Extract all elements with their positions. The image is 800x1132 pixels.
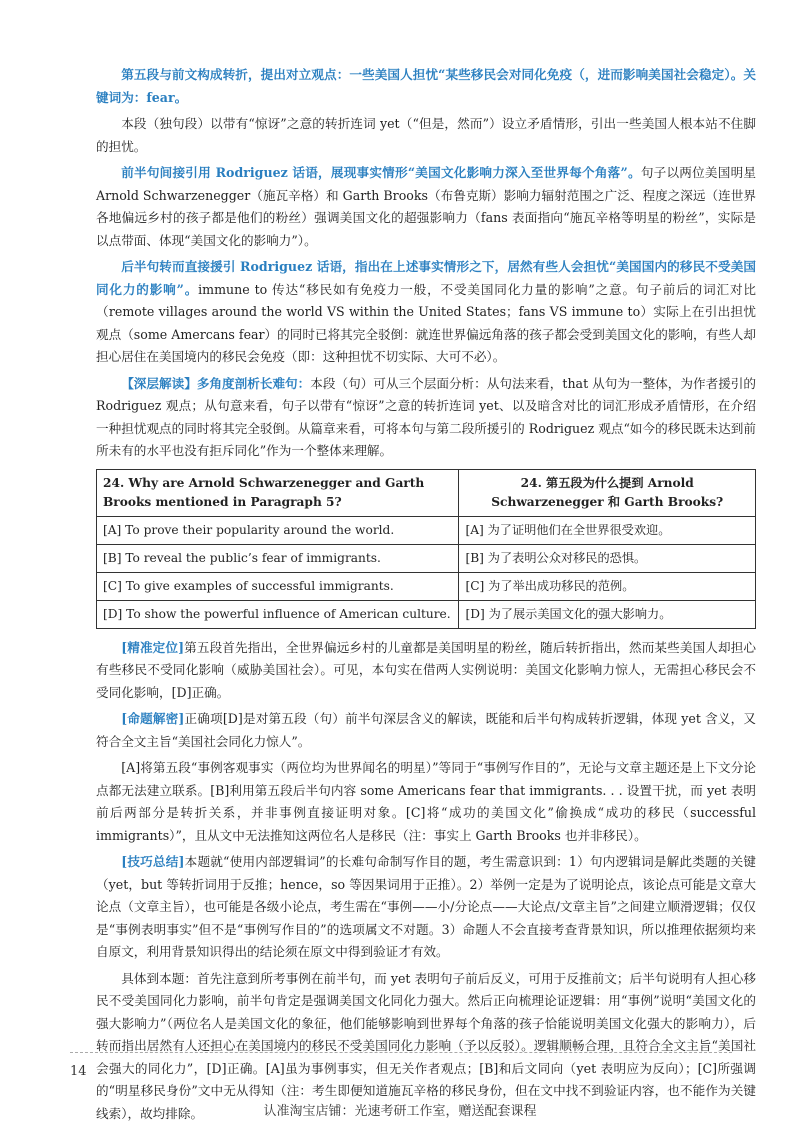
first-half-body: 句子以两位美国明星 Arnold Schwarzenegger（施瓦辛格）和 Garth Brooks（布鲁克斯）影响力辐射范围之广泛、程度之深远（连世界各地偏远乡村的孩子都是他们的粉丝）强调美国文化的超强影响力（fans 表面指向“施瓦辛格等明星的粉丝”，实际是以点带面、体现“美国文化的影响力”）。 [96, 165, 757, 248]
footer-note: 认准淘宝店铺：光速考研工作室，赠送配套课程 [263, 1104, 537, 1119]
option-b-en: [B] To reveal the public’s fear of immigrants. [97, 544, 459, 572]
option-row-c [97, 572, 756, 600]
option-a-en: [A] To prove their popularity around the world. [97, 516, 459, 544]
decode-tag: [命题解密] [121, 711, 185, 726]
first-half-paragraph [96, 162, 756, 252]
option-d-zh: [D] 为了展示美国文化的强大影响力。 [459, 600, 756, 628]
locate-tag: [精准定位] [121, 639, 185, 655]
second-half-heading: 后半句转而直接援引 Rodriguez 话语，指出在上述事实情形之下，居然有些人会担忧“美国国内的移民不受美国同化力的影响”。 [96, 259, 756, 297]
page-content [96, 64, 756, 1129]
locate-body: 第五段首先指出，全世界偏远乡村的儿童都是美国明星的粉丝，随后转折指出，然而某些美国人却担心有些移民不受同化影响（威胁美国社会）。可见，本句实在借两人实例说明：美国文化影响力惊人，无需担心移民会不受同化影响，[D]正确。 [96, 639, 756, 700]
question-table [96, 469, 756, 629]
option-row-b [97, 544, 756, 572]
footer-divider [70, 1052, 732, 1053]
option-row-a [97, 516, 756, 544]
first-half-heading: 前半句间接引用 Rodriguez 话语，展现事实情形“美国文化影响力深入至世界每个角落”。 [121, 165, 641, 180]
deep-reading-paragraph [96, 373, 756, 463]
decode-paragraph [96, 708, 756, 753]
decode-body: 正确项[D]是对第五段（句）前半句深层含义的解读，既能和后半句构成转折逻辑，体现 yet 含义，又符合全文主旨“美国社会同化力惊人”。 [96, 711, 756, 749]
options-analysis: [A]将第五段“事例客观事实（两位均为世界闻名的明星）”等同于“事例写作目的”，无论与文章主题还是上下文分论点都无法建立联系。[B]利用第五段后半句内容 some Americans fear that immigrants. . . 设置干扰，而 yet 表明前后两部分是转折关系，并非事例直接证明对象。[C]将“成功的美国文化”偷换成“成功的移民（successful immigrants）”，且从文中无法推知这两位名人是移民（注：事实上 Garth Brooks 也并非移民）。 [96, 760, 756, 843]
intro-body: 本段（独句段）以带有“惊讶”之意的转折连词 yet（“但是，然而”）设立矛盾情形，引出一些美国人根本站不住脚的担忧。 [96, 116, 756, 154]
tips-body: 本题就“使用内部逻辑词”的长难句命制写作目的题，考生需意识到：1）句内逻辑词是解此类题的关键（yet，but 等转折词用于反推；hence，so 等因果词用于正推）。2）举例一定是为了说明论点，该论点可能是文章大论点（文章主旨），也可能是各级小论点，考生需在“事例——小/分论点——大论点/文章主旨”之间建立顺滑逻辑；仅仅是“事例表明事实”但不是“事例写作目的”的选项属文不对题。3）命题人不会直接考查背景知识，所以推理依据须均来自原文，利用背景知识得出的结论须在原文中得到验证才有效。 [96, 854, 757, 959]
option-c-en: [C] To give examples of successful immigrants. [97, 572, 459, 600]
locate-paragraph [96, 637, 756, 705]
question-title-row [97, 469, 756, 516]
option-c-zh: [C] 为了举出成功移民的范例。 [459, 572, 756, 600]
option-a-zh: [A] 为了证明他们在全世界很受欢迎。 [459, 516, 756, 544]
option-d-en: [D] To show the powerful influence of American culture. [97, 600, 459, 628]
second-half-body: immune to 传达“移民如有免疫力一般，不受美国同化力量的影响”之意。句子前后的词汇对比（remote villages around the world VS within the United States；fans VS immune to）实际上在引出担忧观点（some Amercans fear）的同时已将其完全驳倒：就连世界偏远角落的孩子都会受到美国文化的影响，有些人却担心居住在美国境内的移民会免疫（即：这种担忧不切实际、大可不必）。 [96, 281, 756, 364]
option-b-zh: [B] 为了表明公众对移民的恐惧。 [459, 544, 756, 572]
deep-reading-body: 本段（句）可从三个层面分析：从句法来看，that 从句为一整体，为作者援引的 Rodriguez 观点；从句意来看，句子以带有“惊讶”之意的转折连词 yet、以及暗含对比的词汇形成矛盾情形，在介绍一种担忧观点的同时将其完全驳倒。从篇章来看，可将本句与第二段所援引的 Rodriguez 观点“如今的移民既未达到前所未有的水平也没有拒斥同化”作为一个整体来理解。 [96, 375, 757, 458]
intro-heading: 第五段与前文构成转折，提出对立观点：一些美国人担忧“某些移民会对同化免疫（，进而影响美国社会稳定）。关键词为：fear。 [96, 67, 756, 105]
question-title-zh: 24. 第五段为什么提到 Arnold Schwarzenegger 和 Garth Brooks? [459, 469, 756, 516]
tips-tag: [技巧总结] [121, 854, 185, 869]
tips-paragraph [96, 851, 756, 964]
specific-analysis: 具体到本题：首先注意到所考事例在前半句，而 yet 表明句子前后反义，可用于反推前文；后半句说明有人担心移民不受美国同化力影响，前半句肯定是强调美国文化同化力强大。然后正向梳理论证逻辑：用“事例”说明“美国文化的强大影响力”（两位名人是美国文化的象征，他们能够影响到世界每个角落的孩子恰能说明美国文化强大的影响力），后转而指出居然有人还担心在美国境内的移民不受美国同化力影响（予以反驳）。逻辑顺畅合理，且符合全文主旨“美国社会强大的同化力”，[D]正确。[A]虽为事例事实，但无关作者观点；[B]和后文同向（yet 表明应为反向）；[C]所强调的“明星移民身份”文中无从得知（注：考生即便知道施瓦辛格的移民身份，但在文中找不到验证内容，也不能作为关键线索），故均排除。 [96, 970, 756, 1121]
page-number: 14 [70, 1064, 87, 1079]
deep-reading-tag: 【深层解读】多角度剖析长难句： [121, 375, 311, 391]
second-half-paragraph [96, 256, 756, 369]
option-row-d [97, 600, 756, 628]
question-title-en: 24. Why are Arnold Schwarzenegger and Garth Brooks mentioned in Paragraph 5? [97, 469, 459, 516]
